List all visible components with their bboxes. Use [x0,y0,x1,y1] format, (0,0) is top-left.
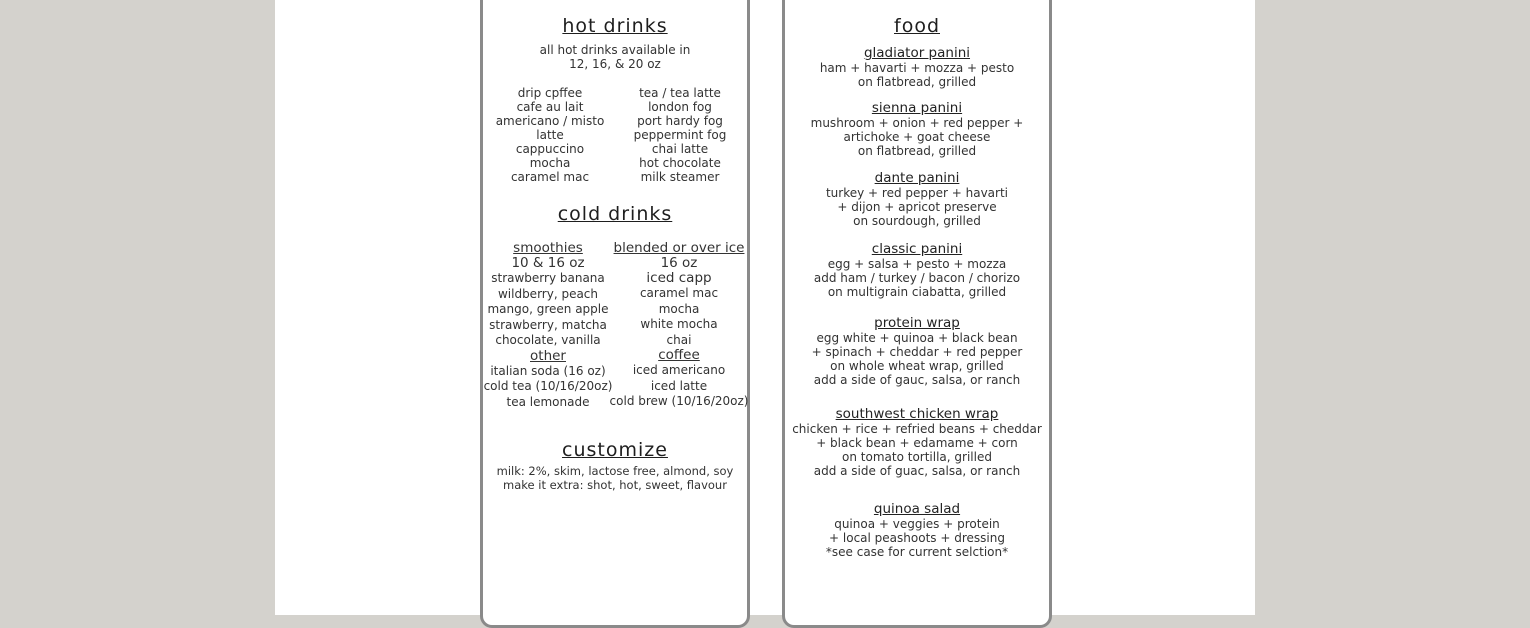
customize-milk: milk: 2%, skim, lactose free, almond, soy [496,464,734,478]
food-item-line: mushroom + onion + red pepper + [810,116,1024,130]
hot-drinks-intro-1: all hot drinks available in [539,43,691,57]
list-item: cafe au lait [516,100,584,114]
blended-size: 16 oz [660,255,698,271]
food-item-line: + dijon + apricot preserve [837,200,997,214]
food-item-classic [785,242,1049,299]
list-item: hot chocolate [639,156,721,170]
list-item: mango, green apple [487,302,609,316]
food-item-line: on flatbread, grilled [857,144,977,158]
hot-drinks-left-list [485,86,615,184]
food-item-line: on multigrain ciabatta, grilled [827,285,1007,299]
list-item: port hardy fog [637,114,723,128]
blended-list [609,241,749,410]
customize-title: customize [562,439,668,461]
food-item-name: sienna panini [871,100,963,116]
hot-drinks-right-list [615,86,745,184]
food-item-line: quinoa + veggies + protein [834,517,1000,531]
list-item: iced capp [646,270,712,286]
list-item: strawberry, matcha [489,317,607,332]
list-item: latte [536,128,564,142]
food-item-dante [785,171,1049,228]
food-item-protein-wrap [785,316,1049,387]
food-item-line: turkey + red pepper + havarti [825,186,1009,200]
list-item: cappuccino [515,142,585,156]
list-item: chai [666,332,692,347]
list-item: peppermint fog [633,128,727,142]
food-item-line: chicken + rice + refried beans + cheddar [792,422,1042,436]
food-item-line: + black bean + edamame + corn [816,436,1018,450]
food-item-name: southwest chicken wrap [835,406,999,422]
list-item: milk steamer [640,170,720,184]
food-item-name: dante panini [874,170,960,186]
food-item-line: on tomato tortilla, grilled [842,450,992,464]
hot-drinks-intro-2: 12, 16, & 20 oz [569,57,661,71]
food-item-line: egg + salsa + pesto + mozza [827,257,1007,271]
list-item: wildberry, peach [497,286,599,301]
food-item-name: gladiator panini [863,45,971,61]
list-item: tea lemonade [506,394,590,409]
food-item-line: on sourdough, grilled [853,214,981,228]
food-item-sienna [785,101,1049,158]
blended-heading: blended or over ice [613,240,745,256]
list-item: chai latte [651,142,709,156]
menu-page [275,0,1255,615]
food-item-line: on whole wheat wrap, grilled [830,359,1004,373]
cold-drinks-title: cold drinks [557,203,673,225]
list-item: iced latte [650,378,708,393]
food-title: food [894,15,940,37]
food-item-line: add a side of guac, salsa, or ranch [813,464,1021,478]
food-item-name: quinoa salad [873,501,961,517]
list-item: italian soda (16 oz) [490,363,606,378]
list-item: cold tea (10/16/20oz) [483,379,613,393]
list-item: tea / tea latte [639,86,721,100]
drinks-panel [480,0,750,628]
list-item: cold brew (10/16/20oz) [609,394,749,408]
food-item-southwest-wrap [785,407,1049,478]
list-item: iced americano [632,363,726,377]
hot-drinks-title: hot drinks [562,15,668,37]
list-item: strawberry banana [491,271,605,285]
other-heading: other [530,347,566,364]
food-item-line: artichoke + goat cheese [843,130,991,144]
list-item: white mocha [640,317,718,331]
food-item-name: classic panini [871,241,963,257]
list-item: mocha [658,301,700,316]
list-item: mocha [529,156,571,170]
list-item: americano / misto [495,114,605,128]
list-item: chocolate, vanilla [495,333,601,347]
food-item-name: protein wrap [874,315,960,331]
customize-extra: make it extra: shot, hot, sweet, flavour [503,478,727,492]
food-item-line: add a side of gauc, salsa, or ranch [813,373,1021,387]
food-item-line: ham + havarti + mozza + pesto [819,61,1015,75]
food-item-line: + local peashoots + dressing [829,531,1005,545]
list-item: london fog [648,100,712,114]
food-item-line: egg white + quinoa + black bean [816,331,1018,345]
coffee-heading: coffee [658,347,700,363]
food-item-line: + spinach + cheddar + red pepper [811,345,1023,359]
food-item-line: *see case for current selction* [825,545,1009,559]
list-item: caramel mac [510,170,590,184]
food-item-line: add ham / turkey / bacon / chorizo [813,271,1021,285]
food-item-gladiator [785,46,1049,89]
smoothies-size: 10 & 16 oz [511,255,585,271]
smoothies-heading: smoothies [513,240,583,256]
food-panel [782,0,1052,628]
food-item-line: on flatbread, grilled [857,75,977,89]
list-item: caramel mac [639,286,719,300]
food-item-quinoa-salad [785,502,1049,559]
smoothies-list [483,241,613,410]
list-item: drip cpffee [517,86,583,100]
